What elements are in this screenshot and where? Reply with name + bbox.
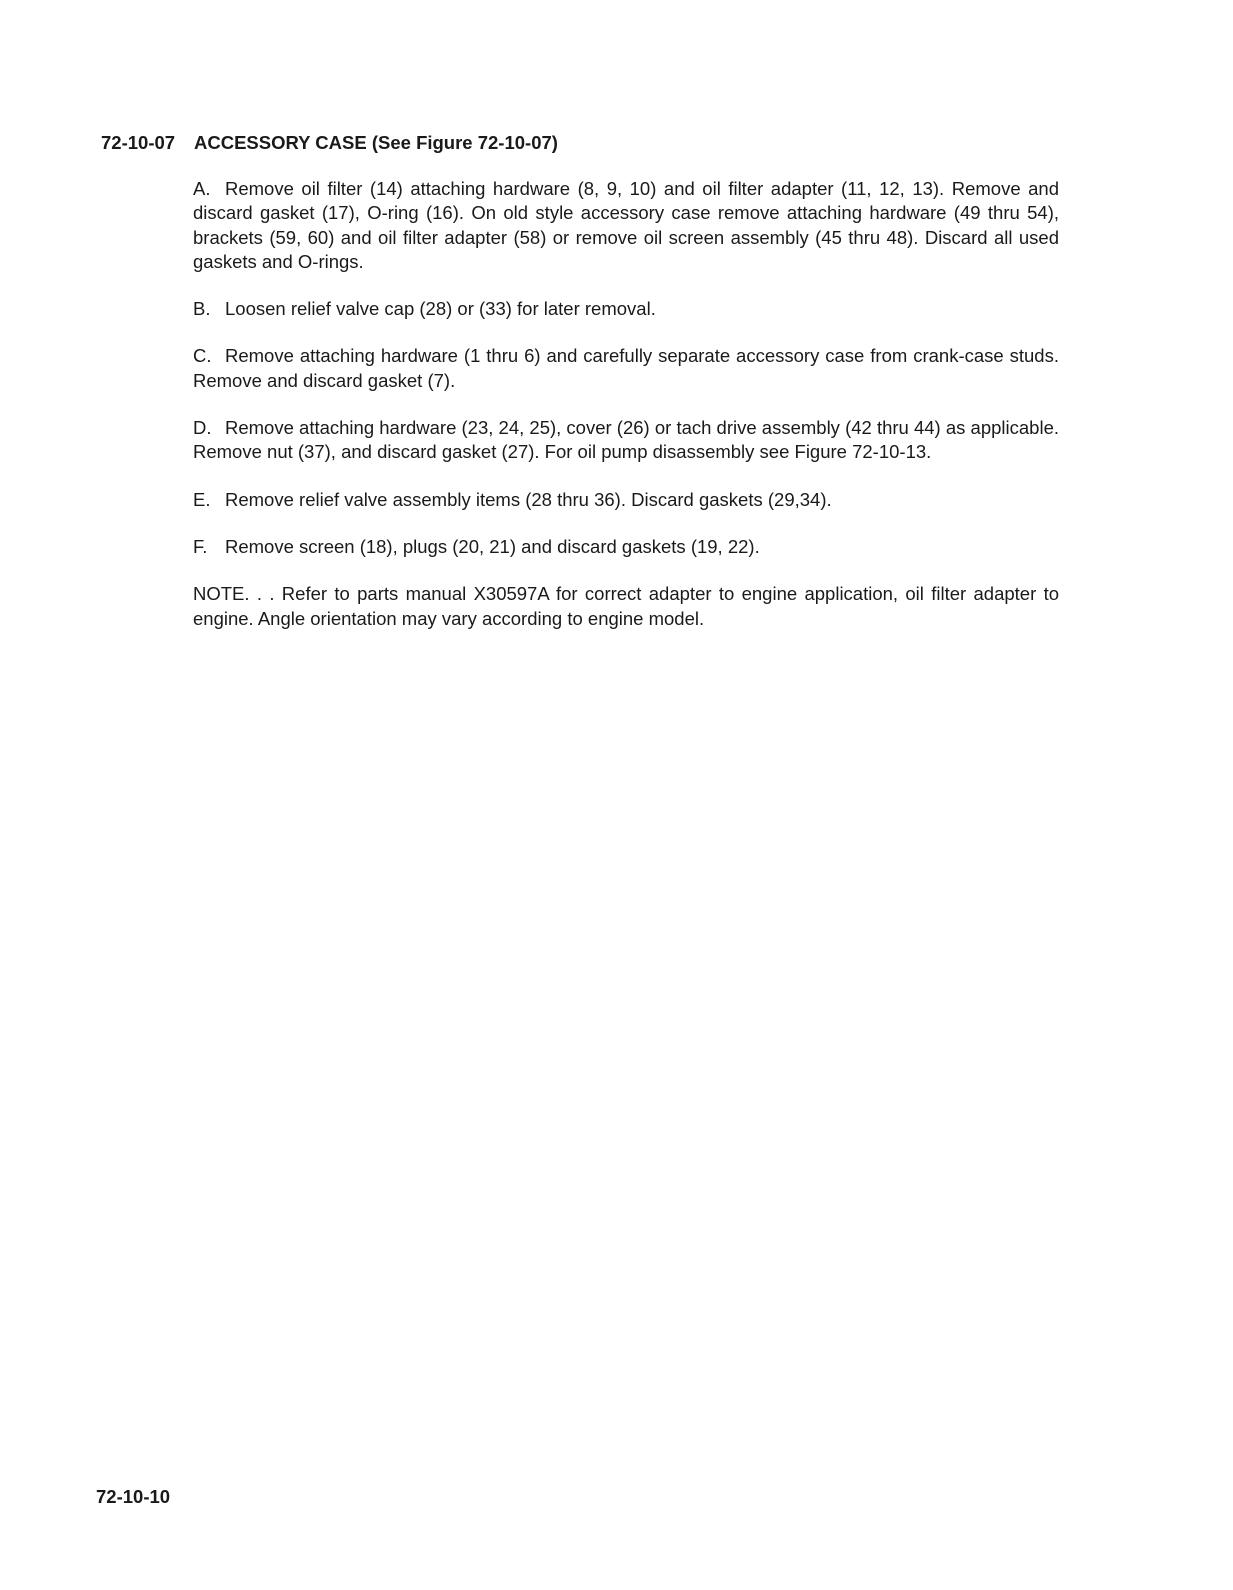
- step-text: Remove attaching hardware (23, 24, 25), cover (26) or tach drive assembly (42 thru 44) as applicable. Remove nut (37), and discard gasket (27). For oil pump disassembly see Figure 72-10-13.: [193, 417, 1059, 463]
- procedure-steps: [193, 177, 1059, 654]
- section-heading: [101, 132, 558, 154]
- section-number: 72-10-07: [101, 132, 176, 153]
- step-c: [193, 344, 1059, 393]
- step-letter: E.: [193, 488, 211, 510]
- step-text: Loosen relief valve cap (28) or (33) for later removal.: [225, 298, 656, 320]
- step-letter: A.: [193, 178, 211, 199]
- note-text: Refer to parts manual X30597A for correct adapter to engine application, oil filter adapter to engine. Angle orientation may vary according to engine model.: [193, 583, 1059, 629]
- step-letter: B.: [193, 298, 211, 320]
- step-a: [193, 177, 1059, 274]
- step-letter: C.: [193, 345, 212, 367]
- step-text: Remove oil filter (14) attaching hardware (8, 9, 10) and oil filter adapter (11, 12, 13). Remove and discard gasket (17), O-ring (16). On old style accessory case remove attaching hardware (49 thru 54), brackets (59, 60) and oil filter adapter (58) or remove oil screen assembly (45 thru 48). Discard all used gaskets and O-rings.: [193, 178, 1059, 272]
- step-f: [193, 535, 1059, 559]
- step-b: [193, 297, 1059, 321]
- page-number: 72-10-10: [96, 1486, 171, 1507]
- note-label: NOTE. . .: [193, 583, 275, 605]
- step-letter: D.: [193, 417, 212, 439]
- step-text: Remove screen (18), plugs (20, 21) and discard gaskets (19, 22).: [225, 535, 760, 557]
- step-d: [193, 416, 1059, 465]
- note-paragraph: [193, 582, 1059, 631]
- step-e: [193, 488, 1059, 512]
- step-text: Remove relief valve assembly items (28 thru 36). Discard gaskets (29,34).: [225, 488, 832, 510]
- step-letter: F.: [193, 535, 208, 557]
- section-title: ACCESSORY CASE (See Figure 72-10-07): [194, 132, 558, 153]
- step-text: Remove attaching hardware (1 thru 6) and carefully separate accessory case from crank-case studs. Remove and discard gasket (7).: [193, 345, 1059, 391]
